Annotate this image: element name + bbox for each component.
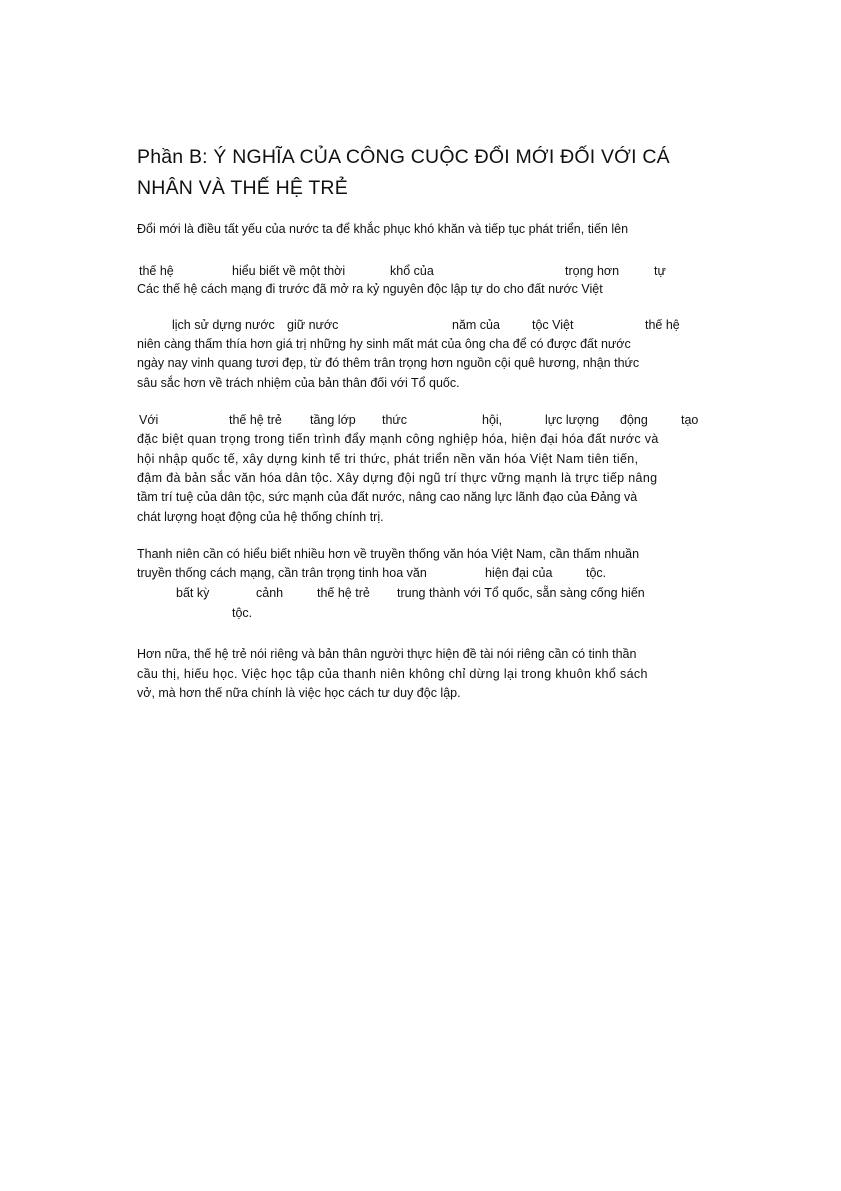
p2-line-2: Các thế hệ cách mạng đi trước đã mở ra kỷ nguyên độc lập tự do cho đất nước Việt [137,282,603,296]
p5-fragment: tộc. [586,566,607,580]
p6-line-2: cầu thị, hiếu học. Việc học tập của thanh niên không chỉ dừng lại trong khuôn khổ sách [137,667,648,681]
p3-fragment: giữ nước [287,318,339,332]
p4-line-4: đậm đà bản sắc văn hóa dân tộc. Xây dựng đội ngũ trí thực vững mạnh là trực tiếp nâng [137,471,658,485]
p4-line-6: chát lượng hoạt động của hệ thống chính trị. [137,510,384,524]
p4-fragment: tạo [681,413,699,427]
p4-fragment: thế hệ trẻ [229,413,282,427]
p5-line-3-end: trung thành với Tổ quốc, sẵn sàng cống hiến [397,586,645,600]
p4-line-3: hội nhập quốc tế, xây dựng kinh tế tri thức, phát triển nền văn hóa Việt Nam tiên tiến, [137,452,639,466]
p4-fragment: Với [139,413,159,427]
p5-fragment: tộc. [232,606,253,620]
p3-line-3: ngày nay vinh quang tươi đẹp, từ đó thêm trân trọng hơn nguồn cội quê hương, nhận thức [137,356,640,370]
p4-line-5: tầm trí tuệ của dân tộc, sức mạnh của đất nước, nâng cao năng lực lãnh đạo của Đảng và [137,490,638,504]
p3-fragment: thế hệ [645,318,680,332]
section-heading [137,142,737,204]
p2-fragment: khổ của [390,264,434,278]
p2-fragment: hiểu biết về một thời [232,264,346,278]
p5-line-1: Thanh niên cần có hiểu biết nhiều hơn về truyền thống văn hóa Việt Nam, cần thấm nhuần [137,547,640,561]
p4-fragment: tầng lớp [310,413,356,427]
p3-fragment: lịch sử dựng nước [172,318,275,332]
p5-line-2-start: truyền thống cách mạng, cần trân trọng tinh hoa văn [137,566,427,580]
p5-fragment: bất kỳ [176,586,210,600]
p4-fragment: hội, [482,413,503,427]
p5-fragment: hiện đại của [485,566,553,580]
p3-line-4: sâu sắc hơn về trách nhiệm của bản thân đối với Tổ quốc. [137,376,460,390]
p3-fragment: tộc Việt [532,318,574,332]
p4-fragment: thức [382,413,408,427]
p4-line-2: đặc biệt quan trọng trong tiến trình đẩy mạnh công nghiệp hóa, hiện đại hóa đất nước và [137,432,659,446]
p6-line-3: vở, mà hơn thế nữa chính là việc học cách tư duy độc lập. [137,686,461,700]
p2-fragment: thế hệ [139,264,174,278]
p4-fragment: động [620,413,648,427]
p5-fragment: cảnh [256,586,284,600]
p3-line-2: niên càng thấm thía hơn giá trị những hy sinh mất mát của ông cha để có được đất nước [137,337,631,351]
p4-fragment: lực lượng [545,413,600,427]
p1-line-1: Đổi mới là điều tất yếu của nước ta để khắc phục khó khăn và tiếp tục phát triển, tiến lên [137,222,629,236]
heading-line-2: NHÂN VÀ THẾ HỆ TRẺ [137,177,348,199]
p2-fragment: trọng hơn [565,264,620,278]
p5-fragment: thế hệ trẻ [317,586,370,600]
p3-fragment: năm của [452,318,500,332]
p6-line-1: Hơn nữa, thế hệ trẻ nói riêng và bản thân người thực hiện đề tài nói riêng cần có tinh thần [137,647,637,661]
heading-line-1: Phần B: Ý NGHĨA CỦA CÔNG CUỘC ĐỔI MỚI ĐỐI VỚI CÁ [137,146,670,168]
p2-fragment: tự [654,264,666,278]
